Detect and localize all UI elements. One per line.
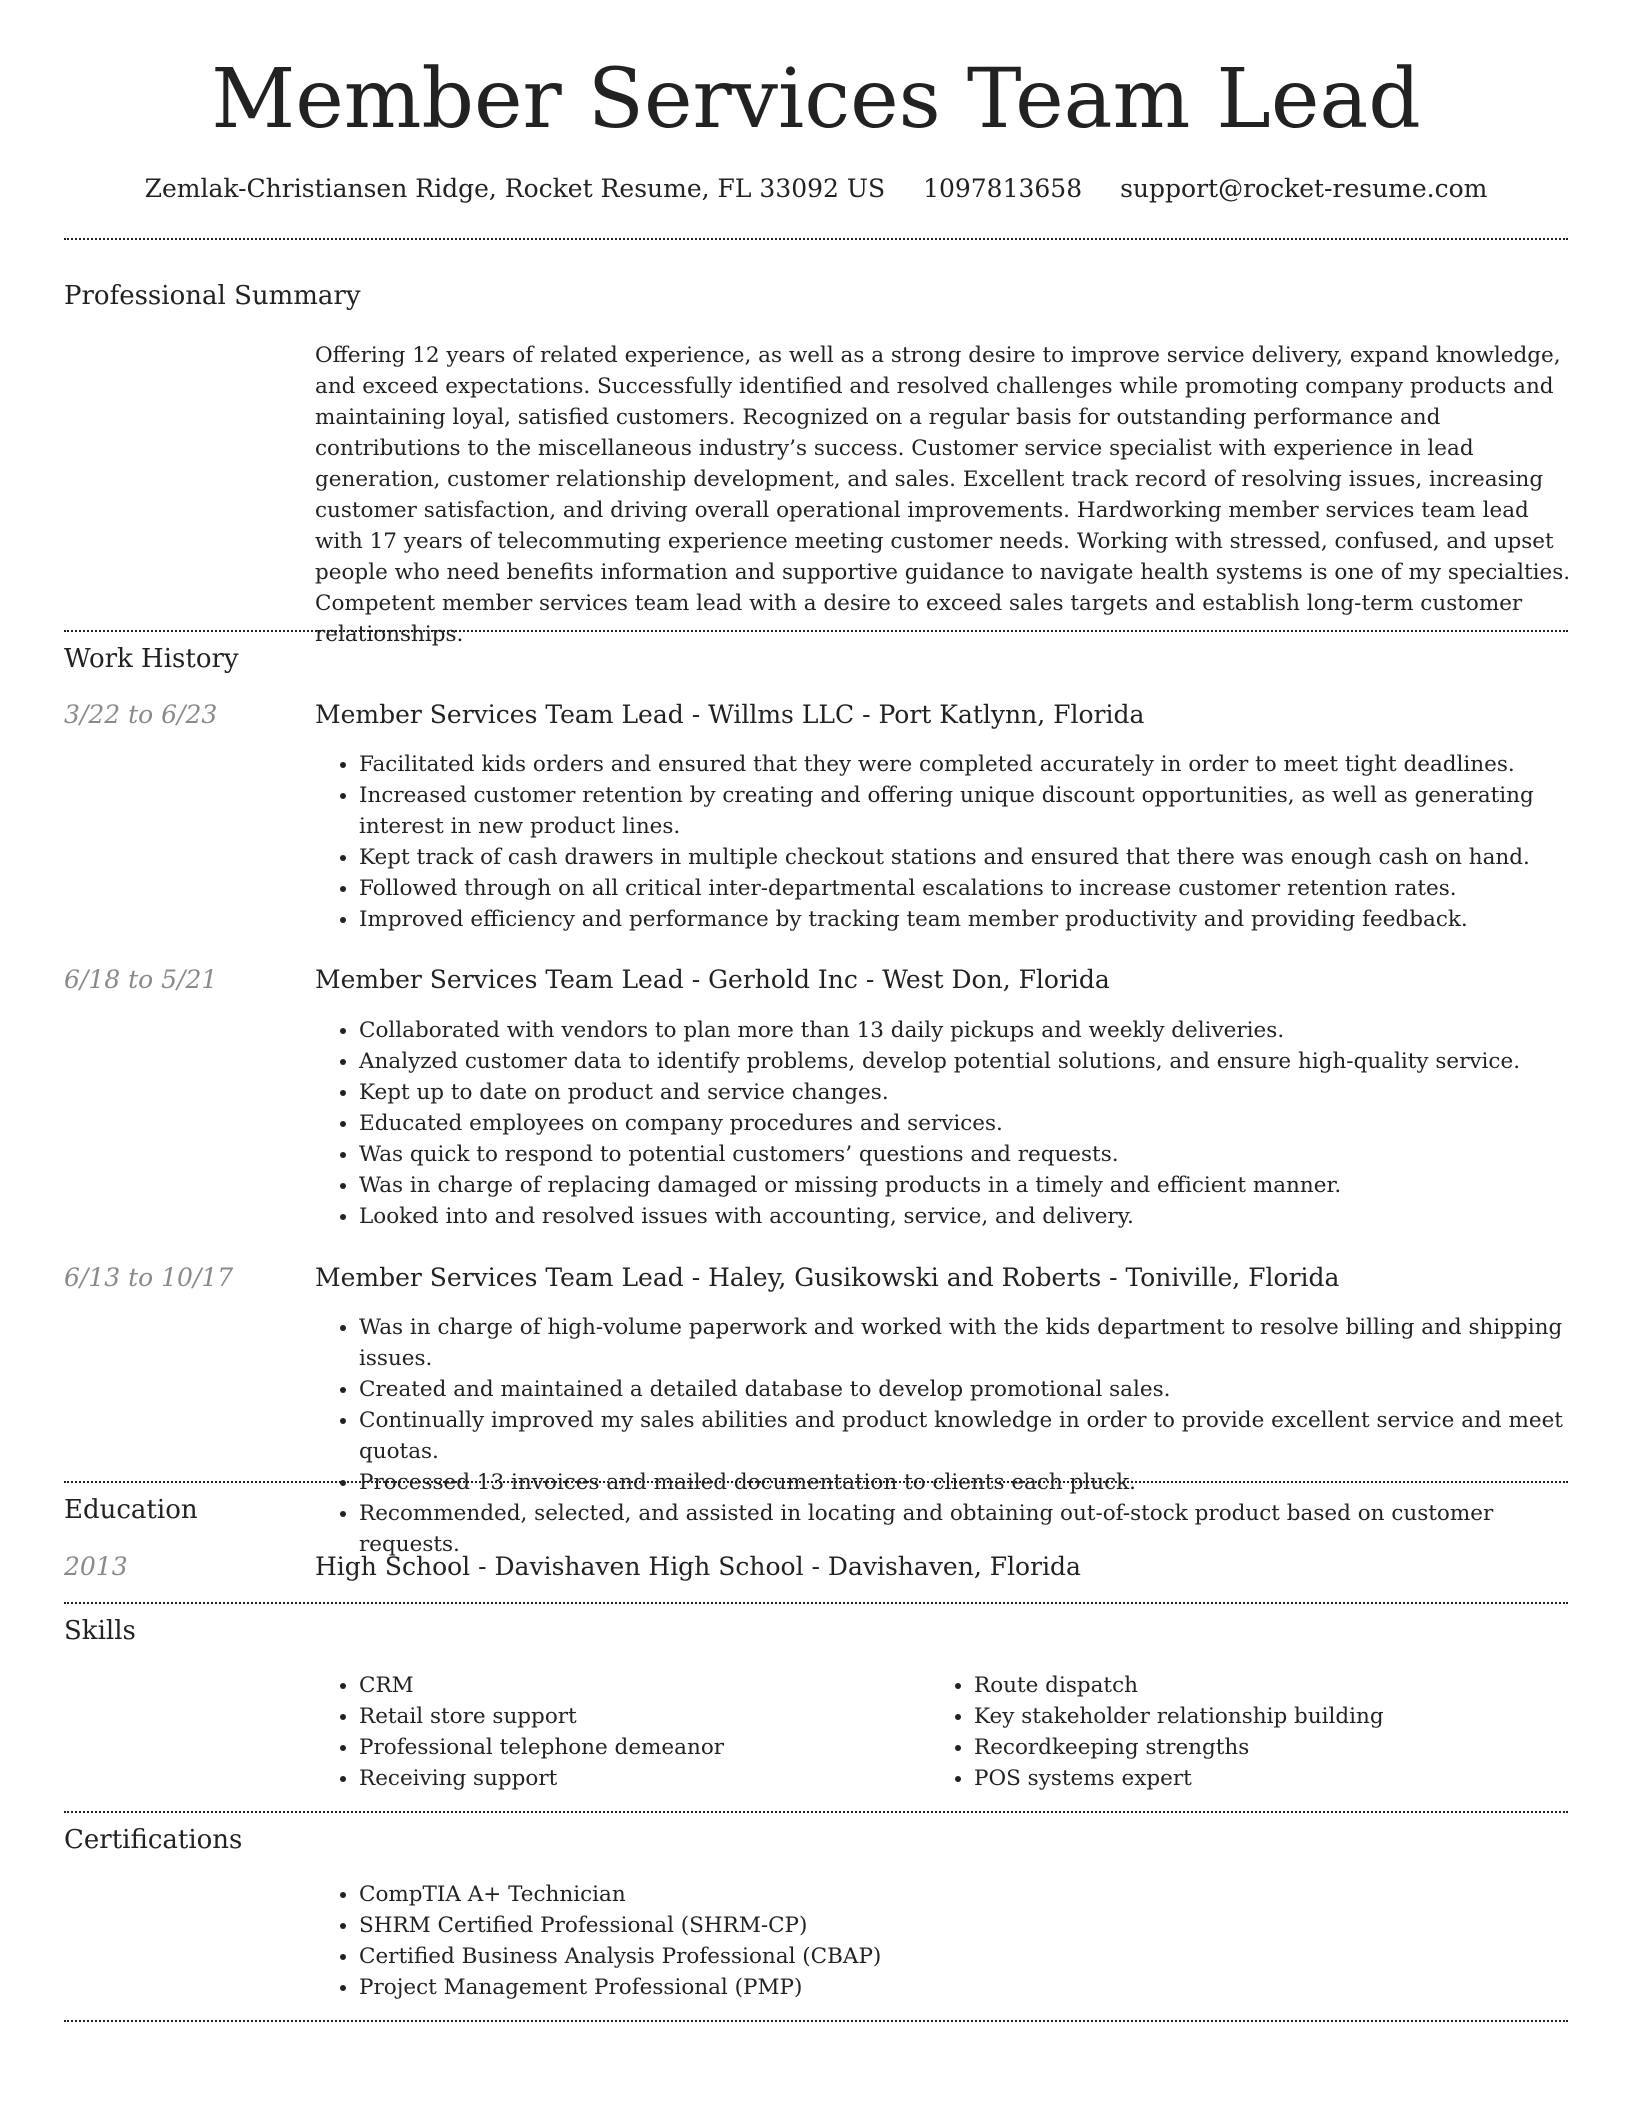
section-divider [64, 1811, 1568, 1813]
contact-address: Zemlak-Christiansen Ridge, Rocket Resume, FL 33092 US [144, 174, 886, 203]
job-heading: Member Services Team Lead - Haley, Gusikowski and Roberts - Toniville, Florida [315, 1263, 1340, 1292]
education-heading-line: High School - Davishaven High School - Davishaven, Florida [315, 1552, 1081, 1581]
job-dates: 6/13 to 10/17 [64, 1263, 234, 1292]
certifications-heading: Certifications [64, 1825, 243, 1855]
contact-email: support@rocket-resume.com [1120, 174, 1488, 203]
education-heading: Education [64, 1495, 198, 1525]
list-item: • Improved efficiency and performance by tracking team member productivity and providing feedback. [359, 904, 1575, 935]
list-item: • Educated employees on company procedures and services. [359, 1108, 1575, 1139]
job-dates: 3/22 to 6/23 [64, 700, 218, 729]
list-item: • Was quick to respond to potential customers’ questions and requests. [359, 1139, 1575, 1170]
list-item: • Was in charge of replacing damaged or missing products in a timely and efficient manner. [359, 1170, 1575, 1201]
contact-line [0, 172, 1632, 206]
job-dates: 6/18 to 5/21 [64, 965, 218, 994]
list-item: • Created and maintained a detailed database to develop promotional sales. [359, 1374, 1575, 1405]
list-item: • CRM [359, 1670, 919, 1701]
skills-list-left [315, 1670, 919, 1794]
candidate-name: Member Services Team Lead [211, 52, 1421, 147]
list-item: • Continually improved my sales abilities and product knowledge in order to provide excellent service and meet quotas. [359, 1405, 1575, 1467]
job-bullets [315, 1312, 1575, 1560]
job-bullets [315, 749, 1575, 935]
list-item: • POS systems expert [974, 1763, 1574, 1794]
list-item: • Receiving support [359, 1763, 919, 1794]
contact-phone: 1097813658 [923, 174, 1083, 203]
section-divider [64, 238, 1568, 240]
education-year: 2013 [64, 1552, 128, 1581]
list-item: • Facilitated kids orders and ensured that they were completed accurately in order to meet tight deadlines. [359, 749, 1575, 780]
list-item: • Kept up to date on product and service changes. [359, 1077, 1575, 1108]
list-item: • Processed 13 invoices and mailed documentation to clients each pluck. [359, 1467, 1575, 1498]
list-item: • Increased customer retention by creating and offering unique discount opportunities, as well as generating interest in new product lines. [359, 780, 1575, 842]
section-divider [64, 1481, 1568, 1483]
skills-list-right [930, 1670, 1574, 1794]
job-heading: Member Services Team Lead - Willms LLC - Port Katlynn, Florida [315, 700, 1145, 729]
list-item: • SHRM Certified Professional (SHRM-CP) [359, 1910, 1575, 1941]
list-item: • Followed through on all critical inter-departmental escalations to increase customer retention rates. [359, 873, 1575, 904]
list-item: • Retail store support [359, 1701, 919, 1732]
section-divider [64, 1602, 1568, 1604]
list-item: • Project Management Professional (PMP) [359, 1972, 1575, 2003]
job-heading: Member Services Team Lead - Gerhold Inc - West Don, Florida [315, 965, 1110, 994]
list-item: • Professional telephone demeanor [359, 1732, 919, 1763]
list-item: • Recommended, selected, and assisted in locating and obtaining out-of-stock product based on customer requests. [359, 1498, 1575, 1560]
summary-heading: Professional Summary [64, 281, 361, 311]
job-bullets [315, 1015, 1575, 1232]
certifications-list [315, 1879, 1575, 2003]
section-divider [64, 630, 1568, 632]
summary-text: Offering 12 years of related experience, as well as a strong desire to improve service delivery, expand knowledge, and exceed expectations. Successfully identified and resolved challenges while promoting company products and maintaining loyal, satisfied customers. Recognized on a regular basis for outstanding performance and contributions to the miscellaneous industry’s success. Customer service specialist with experience in lead generation, customer relationship development, and sales. Excellent track record of resolving issues, increasing customer satisfaction, and driving overall operational improvements. Hardworking member services team lead with 17 years of telecommuting experience meeting customer needs. Working with stressed, confused, and upset people who need benefits information and supportive guidance to navigate health systems is one of my specialties. Competent member services team lead with a desire to exceed sales targets and establish long-term customer relationships. [315, 343, 1571, 647]
list-item: • Collaborated with vendors to plan more than 13 daily pickups and weekly deliveries. [359, 1015, 1575, 1046]
list-item: • Analyzed customer data to identify problems, develop potential solutions, and ensure high-quality service. [359, 1046, 1575, 1077]
list-item: • CompTIA A+ Technician [359, 1879, 1575, 1910]
list-item: • Route dispatch [974, 1670, 1574, 1701]
list-item: • Kept track of cash drawers in multiple checkout stations and ensured that there was enough cash on hand. [359, 842, 1575, 873]
list-item: • Was in charge of high-volume paperwork and worked with the kids department to resolve billing and shipping issues. [359, 1312, 1575, 1374]
list-item: • Certified Business Analysis Professional (CBAP) [359, 1941, 1575, 1972]
skills-heading: Skills [64, 1616, 136, 1646]
list-item: • Looked into and resolved issues with accounting, service, and delivery. [359, 1201, 1575, 1232]
list-item: • Key stakeholder relationship building [974, 1701, 1574, 1732]
work-history-heading: Work History [64, 644, 239, 674]
section-divider [64, 2020, 1568, 2022]
list-item: • Recordkeeping strengths [974, 1732, 1574, 1763]
